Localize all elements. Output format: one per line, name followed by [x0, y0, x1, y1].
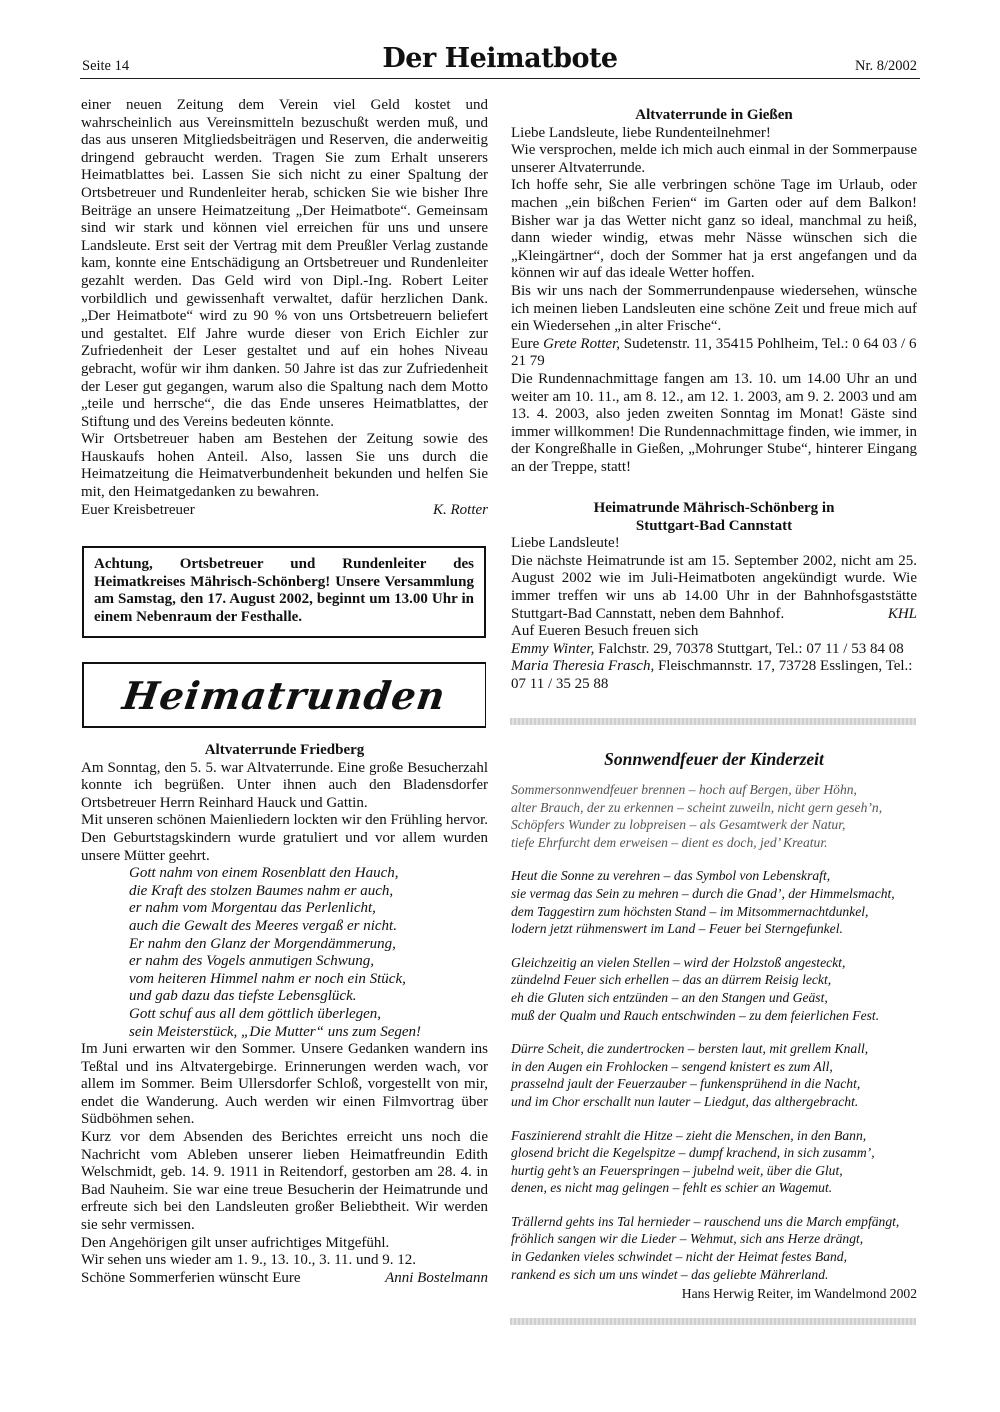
author-initials: KHL [887, 605, 917, 622]
article-title: Heimatrunde Mährisch-Schönberg in [593, 500, 835, 516]
signature-row [81, 1270, 488, 1288]
article-paragraph: Die Rundennachmittage fangen am 13. 10. um 14.00 Uhr an und weiter am 10. 11., am 8. 12., am 12. 1. 2003, am 9. 2. 2003 und am 13. 4. 2003, also jeden zweiten Sonntag im Monat! Gäste sind immer willkommen! Die Rundennachmittage finden, wie immer, in der Kongreßhalle in Gießen, „Mohrunger Stube“, hinterer Eingang an der Treppe, statt! [511, 370, 917, 475]
stuttgart-article [511, 500, 917, 694]
poem-line: Gleichzeitig an vielen Stellen – wird der Holzstoß angesteckt, [511, 954, 846, 970]
poem-line: Heut die Sonne zu verehren – das Symbol von Lebenskraft, [511, 868, 831, 884]
article-paragraph: einer neuen Zeitung dem Verein viel Geld kostet und wahrscheinlich aus Vereinsmitteln bezuschußt werden muß, und das aus unseren Mitgliedsbeiträgen und Reserven, die anderweitig dringend gebraucht werden. Tragen Sie zum Erhalt unserers Heimatblattes bei. Lassen Sie sich nicht zu einer Spaltung der Ortsbetreuer und Rundenleiter herab, schicken Sie wie bisher Ihre Beiträge an unsere Heimatzeitung „Der Heimatbote“. Gemeinsam sind wir stark und können viel erreichen für uns und unsere Landsleute. Erst seit der Vertrag mit dem Preußler Verlag zustande kam, konnte eine Entschädigung an Ortsbetreuer und Rundenleiter gezahlt werden. Das Geld wird von Dipl.-Ing. Robert Leiter vorbildlich und gewissenhaft verwaltet, dafür herzlichen Dank. „Der Heimatbote“ wird zu 90 % von uns Ortsbetreuern beliefert und gestaltet. Elf Jahre wurde dieser von Erich Eichler zur Zufriedenheit der Leser gestaltet und auf ein hohes Niveau gebracht, wofür wir ihm danken. 50 Jahre ist das zur Zufriedenheit der Leser gut gegangen, warum also die Spaltung nach dem Motto „teile und herrsche“, die das Ende unseres Heimatblattes, der Stiftung und des Vereins bedeuten könnte. [81, 97, 488, 430]
poem-line: eh die Gluten sich entzünden – an den Stangen und Geäst, [511, 989, 828, 1005]
mother-poem [81, 865, 488, 1041]
article-paragraph: Wir sehen uns wieder am 1. 9., 13. 10., 3. 11. und 9. 12. [81, 1252, 417, 1269]
article-paragraph: Am Sonntag, den 5. 5. war Altvaterrunde. Eine große Besucherzahl konnte ich begrüßen. Unter ihnen auch den Bladensdorfer Ortsbetreuer Herrn Reinhard Hauck und Gattin. [81, 759, 488, 811]
poem-stanza [511, 954, 917, 1024]
sender-address: Sudetenstr. 11, 35415 Pohlheim, Tel.: 0 64 03 / 6 21 79 [511, 335, 917, 370]
poem-line: fröhlich sangen wir die Lieder – Wehmut, sich ans Herze drängt, [511, 1231, 864, 1247]
poem-line: prasselnd jault der Feuerzauber – funkensprühend in die Nacht, [511, 1076, 861, 1092]
closing-text: Euer Kreisbetreuer [81, 501, 195, 518]
article-paragraph [511, 553, 917, 623]
divider-bar [510, 1318, 916, 1325]
article-paragraph: Ich hoffe sehr, Sie alle verbringen schöne Tage im Urlaub, oder machen „ein bißchen Ferien“ im Garten oder auf dem Balkon! Bisher war ja das Wetter nicht ganz so ideal, manchmal zu heiß, dann wieder windig, etwas mehr Nässe wünschen sich die „Kleingärtner“, doch der Sommer hat ja erst angefangen und da können wir auf das ideale Wetter hoffen. [511, 177, 917, 282]
poem-stanza [511, 1127, 917, 1197]
poem-line: Sommersonnwendfeuer brennen – hoch auf Bergen, über Höhn, [511, 782, 857, 797]
signature: K. Rotter [433, 501, 488, 518]
poem-line: die Kraft des stolzen Baumes nahm er auch, [129, 882, 394, 899]
contact-line [511, 641, 917, 659]
article-paragraph: Kurz vor dem Absenden des Berichtes erreicht uns noch die Nachricht vom Ableben unserer lieben Heimatfreundin Edith Welschmidt, geb. 14. 9. 1911 in Reitendorf, gestorben am 28. 4. in Bad Nauheim. Sie war eine treue Besucherin der Heimatrunde und erfreute sich bei den Landsleuten großer Beliebtheit. Wir werden sie sehr vermissen. [81, 1129, 488, 1234]
giessen-article [511, 107, 917, 476]
banner-title: Heimatrunden [120, 672, 449, 718]
poem-line: hurtig geht’s an Feuerspringen – jubelnd weit, über die Glut, [511, 1162, 843, 1178]
sender-prefix: Eure [511, 335, 540, 352]
poem-line: in Gedanken vieles schwindet – nicht der Heimat festes Band, [511, 1249, 847, 1265]
poem-line: rankend es sich um uns windet – das geliebte Mährerland. [511, 1266, 829, 1282]
issue-number: Nr. 8/2002 [854, 58, 917, 74]
article-paragraph: Liebe Landsleute! [511, 535, 620, 552]
poem-stanza [511, 781, 917, 851]
poem-author: Hans Herwig Reiter, im Wandelmond 2002 [681, 1286, 917, 1302]
notice-box [82, 546, 486, 638]
poem-line: er nahm vom Morgentau das Perlenlicht, [129, 900, 376, 917]
sonnwend-poem [511, 781, 917, 1303]
poem-line: Er nahm den Glanz der Morgendämmerung, [129, 935, 396, 952]
article-paragraph: Im Juni erwarten wir den Sommer. Unsere Gedanken wandern ins Teßtal und ins Altvatergebirge. Erinnerungen werden wach, vor allem im Sommer. Beim Ullersdorfer Schloß, vorgestellt von mir, endet die Wanderung. Auch werden wir einen Filmvortrag über Südböhmen sehen. [81, 1041, 488, 1128]
poem-line: Gott schuf aus all dem göttlich überlegen, [129, 1005, 382, 1022]
poem-line: Schöpfers Wunder zu lobpreisen – als Gesamtwerk der Natur, [511, 817, 846, 833]
poem-line: er nahm des Vogels anmutigen Schwung, [129, 953, 374, 970]
poem-line: glosend bricht die Kegelspitze – dumpf krachend, in sich zusamm’, [511, 1145, 875, 1161]
sender-name: Grete Rotter, [543, 335, 621, 352]
article-paragraph: Liebe Landsleute, liebe Rundenteilnehmer! [511, 124, 771, 141]
poem-line: denen, es nicht mag gelingen – fehlt es schier an Wagemut. [511, 1180, 833, 1196]
article-paragraph: Mit unseren schönen Maienliedern lockten wir den Frühling hervor. [81, 812, 488, 829]
stuttgart-body: Die nächste Heimatrunde ist am 15. September 2002, nicht am 25. August 2002 wie im Juli-Heimatboten angekündigt wurde. Wie immer treffen wir uns ab 14.00 Uhr in der Bahnhofsgaststätte Stuttgart-Bad Cannstatt, neben dem Bahnhof. [511, 552, 917, 622]
article-paragraph: Den Angehörigen gilt unser aufrichtiges Mitgefühl. [81, 1234, 390, 1251]
contact-line [511, 658, 917, 693]
contact-address: Falchstr. 29, 70378 Stuttgart, Tel.: 07 11 / 53 84 08 [598, 640, 904, 657]
signature: Anni Bostelmann [385, 1269, 488, 1286]
article-paragraph: Wir Ortsbetreuer haben am Bestehen der Zeitung sowie des Hauskaufs hohen Anteil. Also, lassen Sie uns durch die Heimatzeitung die Heimatverbundenheit bekunden und helfen Sie mit, den Heimatgedanken zu bewahren. [81, 431, 488, 501]
poem-line: und gab dazu das tiefste Lebensglück. [129, 988, 357, 1005]
left-top-article [81, 97, 488, 519]
article-title: Stuttgart-Bad Cannstatt [635, 517, 793, 534]
divider-bar [510, 718, 916, 725]
poem-line: muß der Qualm und Rauch entschwinden – zu dem feierlichen Fest. [511, 1007, 880, 1023]
poem-line: auch die Gewalt des Meeres vergaß er nicht. [129, 917, 397, 934]
poem-line: in den Augen ein Frohlocken – sengend knistert es zum All, [511, 1058, 833, 1074]
poem-line: sie vermag das Sein zu mehren – durch die Gnad’, der Himmelsmacht, [511, 885, 895, 901]
poem-line: alter Brauch, der zu erkennen – scheint zuweiln, nicht gern geseh’n, [511, 799, 883, 815]
poem-stanza [511, 867, 917, 937]
article-paragraph: Den Geburtstagskindern wurde gratuliert und vor allem wurden unsere Mütter geehrt. [81, 829, 488, 864]
poem-line: sein Meisterstück, „Die Mutter“ uns zum Segen! [129, 1023, 422, 1040]
article-title: Altvaterrunde Friedberg [204, 742, 365, 758]
article-title: Altvaterrunde in Gießen [635, 107, 793, 123]
masthead-title: Der Heimatbote [382, 43, 618, 74]
poem-line: lodern jetzt rühmenswert im Land – Feuer bei Sterngefunkel. [511, 921, 843, 937]
closing-text: Schöne Sommerferien wünscht Eure [81, 1269, 301, 1286]
contact-name: Emmy Winter, [511, 640, 595, 657]
friedberg-article [81, 742, 488, 1287]
article-paragraph: Auf Eueren Besuch freuen sich [511, 623, 699, 640]
poem-line: zündelnd Feuer sich erhellen – das an dürrem Reisig leckt, [511, 972, 832, 988]
contact-name: Maria Theresia Frasch, [511, 658, 655, 675]
poem-stanza [511, 1040, 917, 1110]
notice-text: Achtung, Ortsbetreuer und Rundenleiter des Heimatkreises Mährisch-Schönberg! Unsere Versammlung am Samstag, den 17. August 2002, beginnt um 13.00 Uhr in einem Nebenraum der Festhalle. [94, 556, 474, 625]
header-rule [80, 78, 920, 79]
poem-title: Sonnwendfeuer der Kinderzeit [604, 749, 824, 769]
sender-line [511, 336, 917, 371]
poem-line: vom heiteren Himmel nahm er noch ein Stück, [129, 970, 406, 987]
poem-line: dem Taggestirn zum höchsten Stand – im Mitsommernachtdunkel, [511, 903, 869, 919]
page-number: Seite 14 [82, 58, 130, 74]
poem-line: tiefe Ehrfurcht dem erweisen – dient es doch, jed’ Kreatur. [511, 834, 828, 850]
contact-address: Fleischmannstr. 17, 73728 Esslingen, Tel.: 07 11 / 35 25 88 [511, 658, 913, 692]
article-paragraph: Bis wir uns nach der Sommerrundenpause wiedersehen, wünsche ich meinen lieben Landsleuten eine schöne Zeit und freue mich auf ein Wiedersehen „in alter Frische“. [511, 282, 917, 335]
section-banner [82, 662, 486, 728]
poem-line: Trällernd gehts ins Tal hernieder – rauschend uns die March empfängt, [511, 1213, 900, 1229]
poem-line: Dürre Scheit, die zundertrocken – bersten laut, mit grellem Knall, [511, 1041, 869, 1057]
signature-row [81, 502, 488, 520]
poem-line: und im Chor erschallt nun lauter – Liedgut, das althergebracht. [511, 1093, 859, 1109]
poem-line: Faszinierend strahlt die Hitze – zieht die Menschen, in den Bann, [511, 1127, 867, 1143]
poem-stanza [511, 1213, 917, 1283]
article-paragraph: Wie versprochen, melde ich mich auch einmal in der Sommerpause unserer Altvaterrunde. [511, 142, 917, 176]
poem-line: Gott nahm von einem Rosenblatt den Hauch, [129, 865, 399, 882]
